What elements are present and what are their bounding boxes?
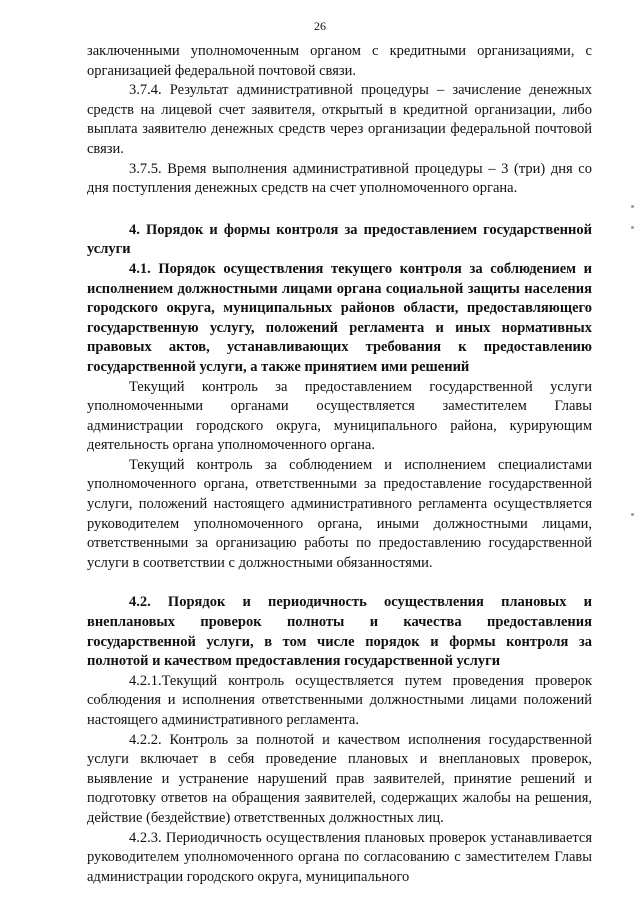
scan-speck [631,226,634,229]
paragraph-4-2-3: 4.2.3. Периодичность осуществления плановых проверок устанавливается руководителем уполномоченного органа по согласованию с заместителем Главы администрации городского округа, муниципального [87,829,592,885]
paragraph-4-2-1: 4.2.1.Текущий контроль осуществляется путем проведения проверок соблюдения и исполнения ответственными должностными лицами положений настоящего административного регламента. [87,672,592,728]
scan-speck [631,205,634,208]
subsection-heading-4-2: 4.2. Порядок и периодичность осуществления плановых и внеплановых проверок полноты и качества предоставления государственной услуги, в том числе порядок и формы контроля за полнотой и качеством предоставления государственной услуги [87,594,592,670]
paragraph-current-control: Текущий контроль за предоставлением государственной услуги уполномоченными органами осуществляется заместителем Главы администрации городского округа, муниципального района, курирующим деятельность органа уполномоченного органа. [87,378,592,454]
page-number: 26 [314,19,326,33]
spacer [87,573,592,593]
paragraph-control-specialists: Текущий контроль за соблюдением и исполнением специалистами уполномоченного органа, ответственными за предоставление государственной услуги, положений настоящего административного регламента осуществляется руководителем уполномоченного органа, иными должностными лицами, ответственными за организацию работы по предоставлению государственной услуги в соответствии с должностными обязанностями. [87,456,592,571]
paragraph-3-7-4: 3.7.4. Результат административной процедуры – зачисление денежных средств на лицевой счет заявителя, открытый в кредитной организации, либо выплата заявителю денежных средств через организации федеральной почтовой связи. [87,82,592,157]
paragraph-4-2-2: 4.2.2. Контроль за полнотой и качеством исполнения государственной услуги включает в себя проведение плановых и внеплановых проверок, выявление и устранение нарушений прав заявителей, принятие решений и подготовку ответов на обращения заявителей, содержащих жалобы на решения, действие (бездействие) ответственных должностных лиц. [87,731,592,826]
subsection-heading-4-1: 4.1. Порядок осуществления текущего контроля за соблюдением и исполнением должностными лицами органа социальной защиты населения городского округа, муниципальных районов области, предоставляющего государственную услугу, положений регламента и иных нормативных правовых актов, устанавливающих требования к предоставлению государственной услуги, а также принятием ими решений [87,260,592,375]
paragraph-3-7-5: 3.7.5. Время выполнения административной процедуры – 3 (три) дня со дня поступления денежных средств на счет уполномоченного органа. [87,160,592,197]
spacer [87,199,592,221]
scan-speck [631,513,634,516]
paragraph-continuation: заключенными уполномоченным органом с кредитными организациями, с организацией федеральной почтовой связи. [87,43,592,79]
document-body [87,42,592,887]
section-heading-4: 4. Порядок и формы контроля за предоставлением государственной услуги [87,221,592,258]
